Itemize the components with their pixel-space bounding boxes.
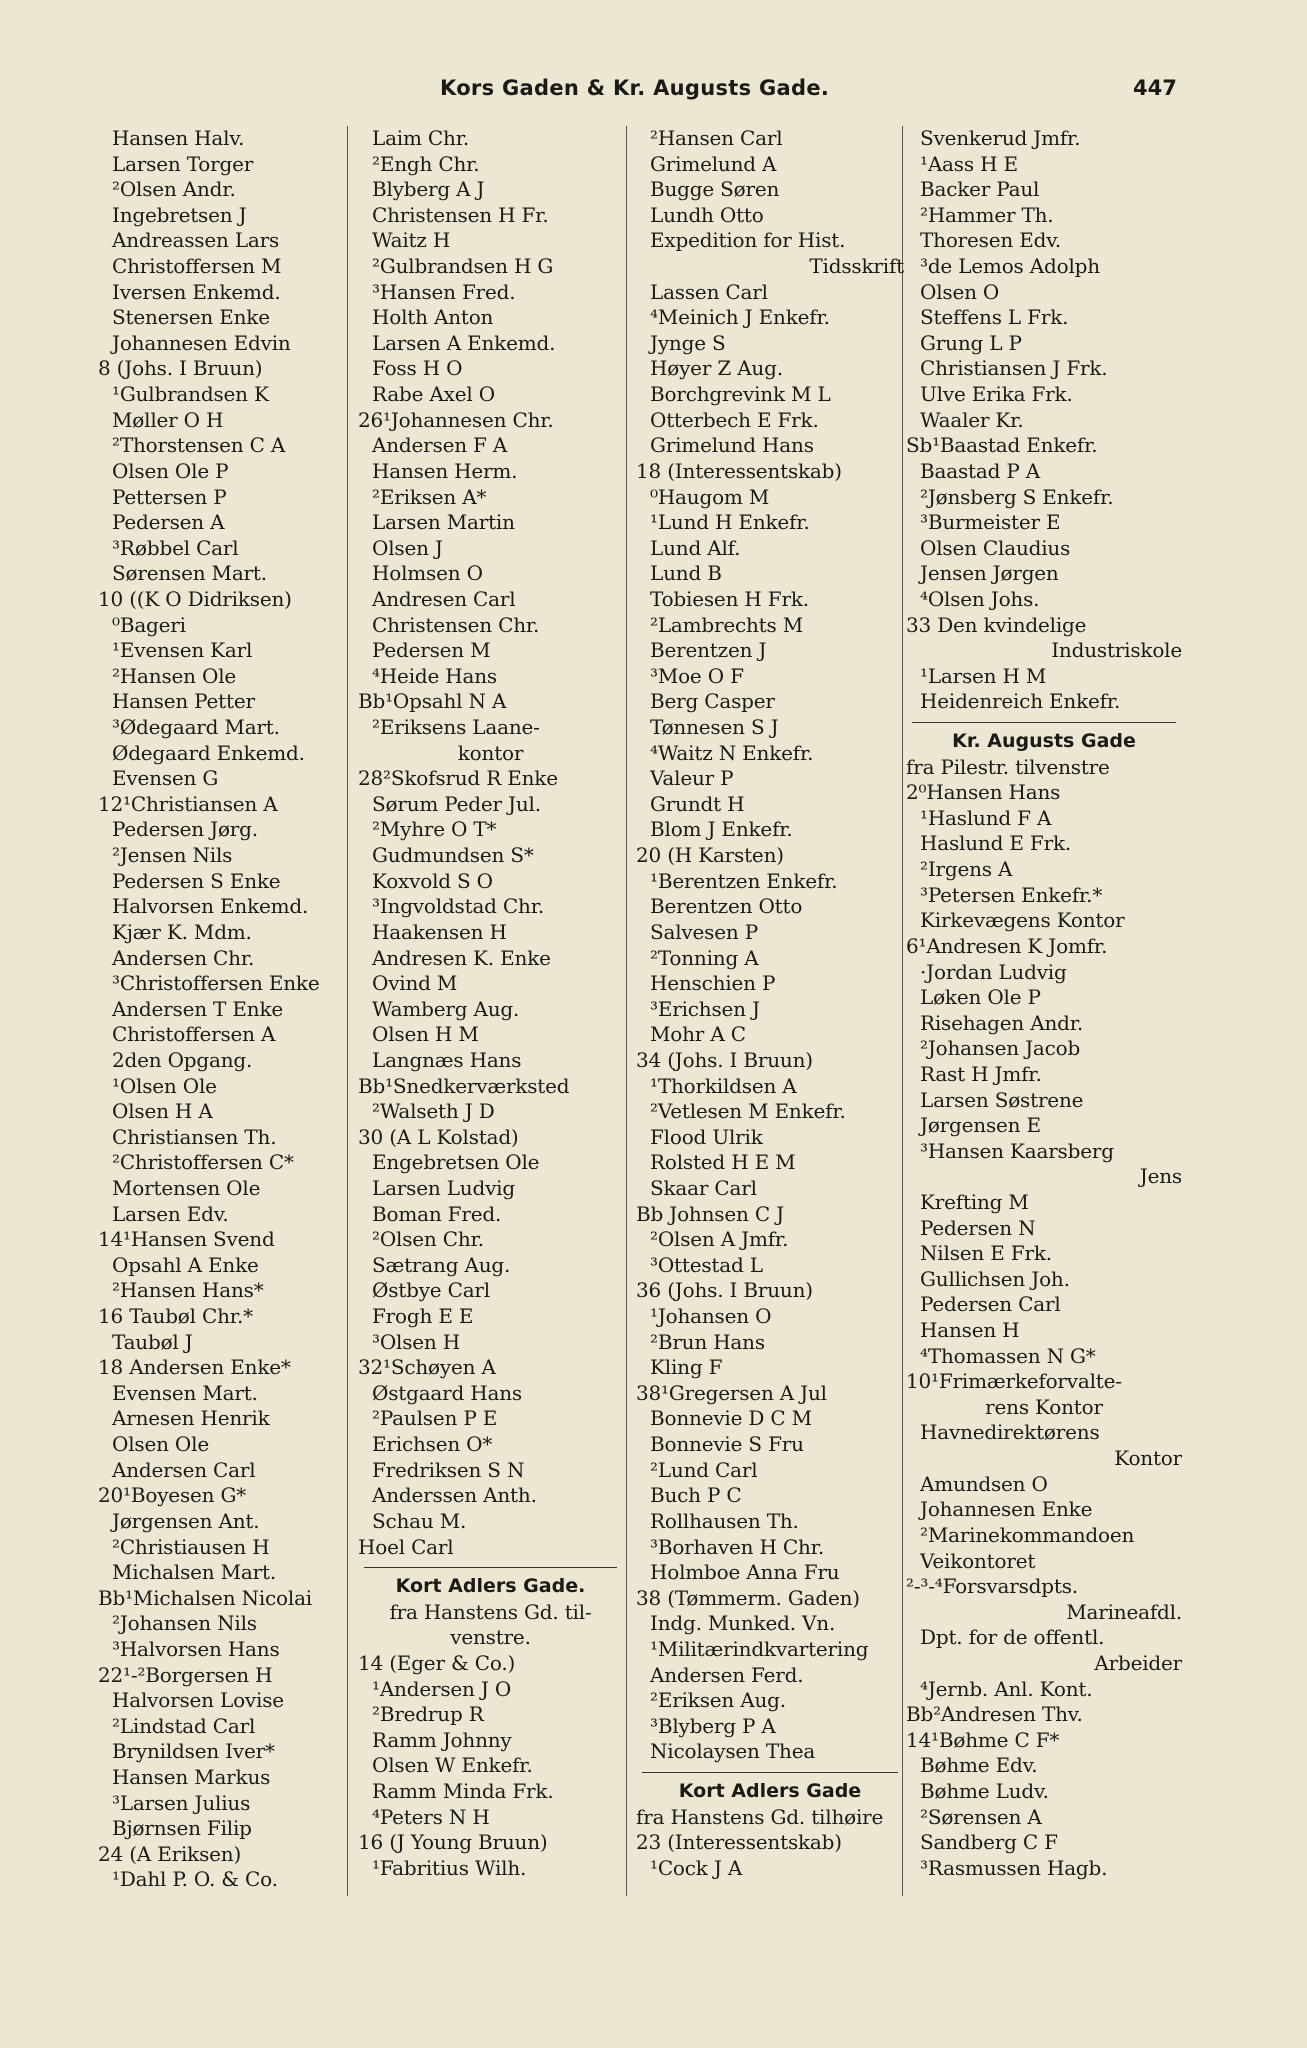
directory-entry: Gudmundsen S* bbox=[372, 843, 534, 868]
directory-entry: Frogh E E bbox=[372, 1304, 474, 1329]
directory-entry: Dpt. for de offentl. bbox=[920, 1625, 1105, 1650]
directory-entry: Thoresen Edv. bbox=[920, 228, 1062, 253]
directory-entry: Marineafdl. bbox=[1066, 1599, 1182, 1624]
directory-entry: Ovind M bbox=[372, 971, 458, 996]
directory-entry: ²Olsen Andr. bbox=[112, 177, 236, 202]
directory-entry: Halvorsen Lovise bbox=[112, 1688, 284, 1713]
directory-entry: Haslund E Frk. bbox=[920, 831, 1072, 856]
directory-entry: 14¹Bøhme C F* bbox=[906, 1727, 1060, 1752]
directory-entry: Kontor bbox=[1114, 1446, 1182, 1471]
directory-entry: Olsen H M bbox=[372, 1022, 479, 1047]
directory-entry: Boman Fred. bbox=[372, 1201, 502, 1226]
directory-entry: 8 (Johs. I Bruun) bbox=[98, 356, 263, 381]
directory-entry: Evensen G bbox=[112, 766, 219, 791]
directory-entry: Bøhme Edv. bbox=[920, 1753, 1038, 1778]
directory-entry: Christiansen Th. bbox=[112, 1124, 277, 1149]
directory-column-1 bbox=[98, 126, 344, 1906]
directory-entry: Andersen F A bbox=[372, 433, 508, 458]
directory-entry: Larsen A Enkemd. bbox=[372, 330, 556, 355]
directory-entry: Iversen Enkemd. bbox=[112, 279, 281, 304]
directory-entry: fra Hanstens Gd. tilhøire bbox=[636, 1804, 884, 1829]
directory-column-3 bbox=[636, 126, 904, 1906]
directory-entry: 30 (A L Kolstad) bbox=[358, 1124, 519, 1149]
directory-entry: ²Olsen Chr. bbox=[372, 1227, 484, 1252]
directory-entry: ²Paulsen P E bbox=[372, 1406, 498, 1431]
directory-column-2 bbox=[358, 126, 623, 1906]
directory-entry: Grimelund Hans bbox=[650, 433, 814, 458]
directory-entry: 20¹Boyesen G* bbox=[98, 1483, 247, 1508]
directory-entry: Pedersen S Enke bbox=[112, 868, 281, 893]
page-number: 447 bbox=[1133, 76, 1177, 100]
directory-entry: ²Bredrup R bbox=[372, 1702, 484, 1727]
directory-entry: Waaler Kr. bbox=[920, 407, 1024, 432]
directory-entry: Jynge S bbox=[650, 330, 726, 355]
directory-entry: Risehagen Andr. bbox=[920, 1010, 1084, 1035]
section-divider bbox=[358, 1560, 623, 1574]
directory-entry: Indg. Munked. Vn. bbox=[650, 1611, 836, 1636]
directory-entry: Pedersen M bbox=[372, 638, 491, 663]
directory-entry: Jensen Jørgen bbox=[920, 561, 1059, 586]
directory-entry: Grundt H bbox=[650, 791, 745, 816]
directory-entry: ²Thorstensen C A bbox=[112, 433, 286, 458]
directory-entry: Ramm Minda Frk. bbox=[372, 1779, 554, 1803]
directory-entry: ²Jønsberg S Enkefr. bbox=[920, 484, 1114, 509]
directory-entry: Jørgensen Ant. bbox=[112, 1508, 260, 1533]
directory-entry: Christensen H Fr. bbox=[372, 202, 549, 227]
directory-entry: Foss H O bbox=[372, 356, 463, 381]
directory-entry: ³Ingvoldstad Chr. bbox=[372, 894, 545, 919]
directory-entry: ²Engh Chr. bbox=[372, 151, 480, 176]
directory-entry: ¹Johansen O bbox=[650, 1304, 772, 1329]
directory-entry: Andresen Carl bbox=[372, 586, 516, 611]
directory-entry: ¹Militærindkvartering bbox=[650, 1636, 869, 1661]
directory-entry: ²Marinekommandoen bbox=[920, 1522, 1135, 1547]
directory-entry: Nicolaysen Thea bbox=[650, 1739, 816, 1764]
directory-entry: ²Walseth J D bbox=[372, 1099, 495, 1124]
directory-entry: Backer Paul bbox=[920, 177, 1040, 202]
directory-entry: Rabe Axel O bbox=[372, 382, 495, 407]
directory-entry: Borchgrevink M L bbox=[650, 382, 831, 407]
directory-entry: Larsen Ludvig bbox=[372, 1175, 515, 1200]
directory-entry: Nilsen E Frk. bbox=[920, 1241, 1052, 1266]
directory-entry: ²Johansen Jacob bbox=[920, 1036, 1081, 1061]
directory-entry: Jens bbox=[1139, 1164, 1182, 1189]
directory-entry: Arnesen Henrik bbox=[112, 1406, 270, 1431]
directory-entry: Tidsskrift bbox=[809, 254, 904, 279]
directory-entry: ⁴Olsen Johs. bbox=[920, 586, 1040, 611]
street-heading: Kort Adlers Gade. bbox=[395, 1575, 586, 1598]
column-rule bbox=[626, 126, 627, 1896]
directory-entry: ²Hansen Ole bbox=[112, 663, 237, 688]
directory-entry: rens Kontor bbox=[985, 1394, 1103, 1419]
directory-entry: Kling F bbox=[650, 1355, 723, 1380]
directory-entry: Hoel Carl bbox=[358, 1534, 454, 1559]
directory-entry: ²Tonning A bbox=[650, 945, 759, 970]
directory-entry: ²Christoffersen C* bbox=[112, 1150, 294, 1175]
directory-entry: Johannesen Edvin bbox=[112, 330, 291, 355]
directory-entry: ¹Andersen J O bbox=[372, 1676, 512, 1701]
directory-entry: Larsen Edv. bbox=[112, 1201, 229, 1226]
page-title: Kors Gaden & Kr. Augusts Gade. bbox=[440, 76, 830, 100]
directory-entry: 18 (Interessentskab) bbox=[636, 458, 842, 483]
directory-entry: 10 ((K O Didriksen) bbox=[98, 586, 292, 611]
directory-entry: Erichsen O* bbox=[372, 1432, 493, 1457]
directory-entry: Lund B bbox=[650, 561, 722, 586]
directory-entry: fra Hanstens Gd. til- bbox=[389, 1599, 592, 1624]
directory-entry: 38 (Tømmerm. Gaden) bbox=[636, 1585, 860, 1610]
street-heading: Kort Adlers Gade bbox=[678, 1780, 862, 1802]
directory-entry: Havnedirektørens bbox=[920, 1420, 1100, 1445]
directory-entry: Rollhausen Th. bbox=[650, 1508, 799, 1533]
directory-entry: ³Petersen Enkefr.* bbox=[920, 882, 1103, 907]
directory-entry: Tønnesen S J bbox=[650, 715, 779, 740]
directory-entry: 2⁰Hansen Hans bbox=[906, 780, 1061, 805]
directory-entry: 22¹-²Borgersen H bbox=[98, 1662, 273, 1687]
section-divider bbox=[636, 1765, 904, 1779]
directory-entry: Bjørnsen Filip bbox=[112, 1816, 252, 1841]
directory-entry: ⁰Bageri bbox=[112, 612, 186, 637]
directory-entry: Salvesen P bbox=[650, 919, 758, 944]
directory-entry: Løken Ole P bbox=[920, 985, 1041, 1010]
directory-entry: Holmsen O bbox=[372, 561, 483, 586]
directory-entry: 26¹Johannesen Chr. bbox=[358, 407, 554, 432]
directory-entry: Olsen J bbox=[372, 535, 443, 560]
directory-entry: Svenkerud Jmfr. bbox=[920, 126, 1081, 150]
directory-entry: Hansen Halv. bbox=[112, 126, 245, 150]
directory-entry: ³Ottestad L bbox=[650, 1252, 763, 1277]
directory-entry: Gullichsen Joh. bbox=[920, 1266, 1070, 1291]
directory-entry: ⁴Heide Hans bbox=[372, 663, 497, 688]
directory-entry: 2den Opgang. bbox=[112, 1047, 253, 1072]
directory-entry: ²Eriksen A* bbox=[372, 484, 487, 509]
directory-entry: ²Hansen Carl bbox=[650, 126, 783, 150]
directory-entry: venstre. bbox=[450, 1625, 531, 1650]
directory-entry: 23 (Interessentskab) bbox=[636, 1830, 842, 1855]
directory-entry: Bøhme Ludv. bbox=[920, 1779, 1049, 1803]
directory-entry: ⁴Jernb. Anl. Kont. bbox=[920, 1676, 1093, 1701]
directory-entry: Blom J Enkefr. bbox=[650, 817, 793, 842]
directory-entry: Sandberg C F bbox=[920, 1830, 1058, 1855]
directory-entry: Steffens L Frk. bbox=[920, 305, 1069, 330]
directory-entry: Andersen T Enke bbox=[112, 996, 283, 1021]
directory-entry: Rolsted H E M bbox=[650, 1150, 796, 1175]
directory-entry: Brynildsen Iver* bbox=[112, 1739, 275, 1764]
directory-entry: 6¹Andresen K Jomfr. bbox=[906, 933, 1108, 958]
directory-entry: ³de Lemos Adolph bbox=[920, 254, 1100, 279]
directory-entry: ²Gulbrandsen H G bbox=[372, 254, 554, 279]
directory-entry: ¹Gulbrandsen K bbox=[112, 382, 269, 407]
directory-entry: Heidenreich Enkefr. bbox=[920, 689, 1121, 714]
directory-entry: Blyberg A J bbox=[372, 177, 485, 202]
directory-entry: Larsen Martin bbox=[372, 510, 515, 535]
directory-entry: Hansen Markus bbox=[112, 1765, 271, 1789]
directory-entry: Pedersen A bbox=[112, 510, 225, 535]
directory-entry: ¹Lund H Enkefr. bbox=[650, 510, 810, 535]
directory-entry: Christiansen J Frk. bbox=[920, 356, 1108, 381]
directory-entry: ³Halvorsen Hans bbox=[112, 1636, 280, 1661]
directory-entry: Valeur P bbox=[650, 766, 734, 791]
directory-entry: 14¹Hansen Svend bbox=[98, 1227, 275, 1252]
directory-entry: 33 Den kvindelige bbox=[906, 612, 1087, 637]
directory-entry: Amundsen O bbox=[920, 1471, 1048, 1496]
directory-entry: ²Christiausen H bbox=[112, 1534, 270, 1559]
directory-entry: ²Irgens A bbox=[920, 857, 1013, 882]
directory-entry: Høyer Z Aug. bbox=[650, 356, 783, 381]
directory-entry: Hansen H bbox=[920, 1318, 1020, 1343]
directory-entry: 14 (Eger & Co.) bbox=[358, 1650, 516, 1675]
directory-entry: Østgaard Hans bbox=[372, 1380, 522, 1405]
directory-entry: Berentzen Otto bbox=[650, 894, 803, 919]
directory-entry: Larsen Torger bbox=[112, 151, 254, 176]
directory-entry: Olsen Claudius bbox=[920, 535, 1071, 560]
directory-entry: Pedersen Carl bbox=[920, 1292, 1061, 1317]
directory-entry: Grimelund A bbox=[650, 151, 777, 176]
directory-entry: ³Olsen H bbox=[372, 1329, 460, 1354]
directory-entry: ²-³-⁴Forsvarsdpts. bbox=[906, 1574, 1078, 1599]
directory-entry: 24 (A Eriksen) bbox=[98, 1841, 242, 1866]
directory-entry: Olsen W Enkefr. bbox=[372, 1753, 533, 1778]
directory-entry: ³Erichsen J bbox=[650, 996, 760, 1021]
directory-entry: Buch P C bbox=[650, 1483, 742, 1508]
directory-entry: ³Burmeister E bbox=[920, 510, 1061, 535]
directory-entry: kontor bbox=[457, 740, 524, 765]
directory-entry: Bb Johnsen C J bbox=[636, 1201, 784, 1226]
directory-entry: ²Brun Hans bbox=[650, 1329, 765, 1354]
directory-entry: Pettersen P bbox=[112, 484, 227, 509]
directory-entry: ²Eriksen Aug. bbox=[650, 1688, 786, 1713]
directory-entry: Tobiesen H Frk. bbox=[650, 586, 809, 611]
directory-entry: fra Pilestr. tilvenstre bbox=[906, 754, 1110, 779]
directory-entry: ⁴Peters N H bbox=[372, 1804, 490, 1829]
directory-entry: Andersen Chr. bbox=[112, 945, 255, 970]
directory-entry: Evensen Mart. bbox=[112, 1380, 258, 1405]
directory-entry: Opsahl A Enke bbox=[112, 1252, 259, 1277]
directory-entry: ³Borhaven H Chr. bbox=[650, 1534, 824, 1559]
directory-entry: Bonnevie S Fru bbox=[650, 1432, 804, 1457]
directory-entry: ³Røbbel Carl bbox=[112, 535, 239, 560]
directory-entry: Sb¹Baastad Enkefr. bbox=[906, 433, 1098, 458]
directory-entry: Berentzen J bbox=[650, 638, 767, 663]
directory-entry: Wamberg Aug. bbox=[372, 996, 520, 1021]
directory-entry: 12¹Christiansen A bbox=[98, 791, 278, 816]
directory-entry: Bb¹Snedkerværksted bbox=[358, 1073, 570, 1098]
directory-entry: Sætrang Aug. bbox=[372, 1252, 511, 1277]
directory-entry: Mortensen Ole bbox=[112, 1175, 261, 1200]
directory-entry: Andersen Carl bbox=[112, 1457, 256, 1482]
directory-entry: ³Hansen Fred. bbox=[372, 279, 516, 304]
directory-entry: Arbeider bbox=[1094, 1650, 1182, 1675]
directory-entry: Schau M. bbox=[372, 1508, 467, 1533]
directory-entry: Pedersen Jørg. bbox=[112, 817, 258, 842]
directory-entry: Fredriksen S N bbox=[372, 1457, 525, 1482]
directory-entry: ³Ødegaard Mart. bbox=[112, 715, 280, 740]
directory-entry: Christensen Chr. bbox=[372, 612, 540, 637]
directory-entry: 34 (Johs. I Bruun) bbox=[636, 1047, 813, 1072]
directory-entry: Lundh Otto bbox=[650, 202, 764, 227]
directory-entry: ¹Evensen Karl bbox=[112, 638, 253, 663]
directory-entry: ¹Aass H E bbox=[920, 151, 1018, 176]
directory-entry: ³Christoffersen Enke bbox=[112, 971, 320, 996]
directory-entry: Haakensen H bbox=[372, 919, 507, 944]
directory-entry: Krefting M bbox=[920, 1189, 1029, 1214]
directory-entry: Kjær K. Mdm. bbox=[112, 919, 252, 944]
directory-entry: Olsen H A bbox=[112, 1099, 213, 1124]
directory-entry: Rast H Jmfr. bbox=[920, 1061, 1042, 1086]
directory-entry: Stenersen Enke bbox=[112, 305, 270, 330]
directory-entry: Koxvold S O bbox=[372, 868, 493, 893]
directory-entry: 28²Skofsrud R Enke bbox=[358, 766, 558, 791]
street-heading: Kr. Augusts Gade bbox=[952, 730, 1136, 753]
directory-entry: Christoffersen A bbox=[112, 1022, 276, 1047]
directory-entry: ⁰Haugom M bbox=[650, 484, 770, 509]
directory-entry: Hansen Petter bbox=[112, 689, 255, 714]
directory-entry: Olsen O bbox=[920, 279, 1000, 304]
directory-entry: ¹Larsen H M bbox=[920, 663, 1047, 688]
directory-entry: Sørensen Mart. bbox=[112, 561, 267, 586]
directory-entry: ²Johansen Nils bbox=[112, 1611, 257, 1636]
directory-entry: Veikontoret bbox=[920, 1548, 1036, 1573]
directory-entry: Baastad P A bbox=[920, 458, 1040, 483]
directory-entry: Bonnevie D C M bbox=[650, 1406, 812, 1431]
directory-entry: 20 (H Karsten) bbox=[636, 843, 784, 868]
directory-entry: ²Lindstad Carl bbox=[112, 1713, 256, 1738]
directory-entry: ³Moe O F bbox=[650, 663, 744, 688]
directory-entry: ¹Thorkildsen A bbox=[650, 1073, 797, 1098]
directory-entry: Johannesen Enke bbox=[920, 1497, 1093, 1522]
directory-column-4 bbox=[906, 126, 1182, 1906]
directory-entry: Industriskole bbox=[1051, 638, 1182, 663]
directory-entry: ¹Cock J A bbox=[650, 1855, 743, 1880]
directory-entry: ²Hammer Th. bbox=[920, 202, 1054, 227]
directory-entry: 36 (Johs. I Bruun) bbox=[636, 1278, 813, 1303]
directory-entry: ³Hansen Kaarsberg bbox=[920, 1138, 1114, 1163]
directory-entry: Pedersen N bbox=[920, 1215, 1036, 1240]
page-header bbox=[0, 76, 1307, 110]
directory-entry: ²Olsen A Jmfr. bbox=[650, 1227, 789, 1252]
directory-entry: Expedition for Hist. bbox=[650, 228, 846, 253]
directory-entry: ³Larsen Julius bbox=[112, 1790, 251, 1815]
directory-entry: 16 Taubøl Chr.* bbox=[98, 1304, 253, 1329]
directory-entry: Østbye Carl bbox=[372, 1278, 490, 1303]
directory-entry: Grung L P bbox=[920, 330, 1022, 355]
directory-entry: ²Jensen Nils bbox=[112, 843, 233, 868]
directory-entry: Holth Anton bbox=[372, 305, 494, 330]
directory-entry: ²Sørensen A bbox=[920, 1804, 1042, 1829]
directory-entry: Langnæs Hans bbox=[372, 1047, 522, 1072]
directory-entry: ¹Berentzen Enkefr. bbox=[650, 868, 838, 893]
directory-entry: ⁴Thomassen N G* bbox=[920, 1343, 1096, 1368]
directory-entry: Olsen Ole P bbox=[112, 458, 229, 483]
directory-entry: Lassen Carl bbox=[650, 279, 768, 304]
directory-entry: ¹Fabritius Wilh. bbox=[372, 1855, 527, 1880]
directory-entry: Engebretsen Ole bbox=[372, 1150, 540, 1175]
directory-entry: ³Blyberg P A bbox=[650, 1713, 776, 1738]
directory-entry: Flood Ulrik bbox=[650, 1124, 763, 1149]
directory-entry: Laim Chr. bbox=[372, 126, 470, 150]
directory-entry: ²Lambrechts M bbox=[650, 612, 804, 637]
directory-entry: ¹Dahl P. O. & Co. bbox=[112, 1867, 278, 1892]
directory-entry: Bb¹Michalsen Nicolai bbox=[98, 1585, 312, 1610]
section-divider bbox=[906, 715, 1182, 729]
directory-entry: Otterbech E Frk. bbox=[650, 407, 819, 432]
directory-entry: Holmboe Anna Fru bbox=[650, 1560, 840, 1585]
directory-entry: Ødegaard Enkemd. bbox=[112, 740, 305, 765]
directory-entry: Michalsen Mart. bbox=[112, 1560, 276, 1585]
directory-entry: 10¹Frimærkeforvalte- bbox=[906, 1369, 1122, 1394]
directory-entry: ²Eriksens Laane- bbox=[372, 715, 540, 740]
directory-entry: Waitz H bbox=[372, 228, 451, 253]
directory-entry: ¹Haslund F A bbox=[920, 805, 1052, 830]
directory-entry: Lund Alf. bbox=[650, 535, 741, 560]
directory-entry: Bb¹Opsahl N A bbox=[358, 689, 507, 714]
directory-entry: ·Jordan Ludvig bbox=[920, 959, 1067, 984]
directory-entry: Olsen Ole bbox=[112, 1432, 209, 1457]
directory-entry: Møller O H bbox=[112, 407, 224, 432]
directory-entry: Mohr A C bbox=[650, 1022, 746, 1047]
directory-entry: Jørgensen E bbox=[920, 1113, 1041, 1138]
directory-entry: Henschien P bbox=[650, 971, 776, 996]
directory-entry: Berg Casper bbox=[650, 689, 775, 714]
directory-entry: 16 (J Young Bruun) bbox=[358, 1830, 548, 1855]
directory-entry: Andreassen Lars bbox=[112, 228, 280, 253]
directory-entry: ⁴Meinich J Enkefr. bbox=[650, 305, 830, 330]
directory-entry: ²Hansen Hans* bbox=[112, 1278, 264, 1303]
directory-entry: ⁴Waitz N Enkefr. bbox=[650, 740, 814, 765]
directory-entry: Bb²Andresen Thv. bbox=[906, 1702, 1083, 1727]
directory-entry: Halvorsen Enkemd. bbox=[112, 894, 309, 919]
directory-entry: Ramm Johnny bbox=[372, 1727, 512, 1752]
directory-entry: Taubøl J bbox=[112, 1329, 193, 1354]
directory-entry: ²Myhre O T* bbox=[372, 817, 497, 842]
directory-entry: Kirkevægens Kontor bbox=[920, 908, 1125, 933]
directory-entry: ¹Olsen Ole bbox=[112, 1073, 217, 1098]
directory-entry: Ulve Erika Frk. bbox=[920, 382, 1073, 407]
directory-entry: ²Vetlesen M Enkefr. bbox=[650, 1099, 846, 1124]
directory-entry: Anderssen Anth. bbox=[372, 1483, 537, 1508]
directory-entry: 18 Andersen Enke* bbox=[98, 1355, 291, 1380]
directory-entry: Larsen Søstrene bbox=[920, 1087, 1084, 1112]
directory-entry: Andresen K. Enke bbox=[372, 945, 551, 970]
directory-entry: ³Rasmussen Hagb. bbox=[920, 1855, 1108, 1880]
directory-entry: Ingebretsen J bbox=[112, 202, 247, 227]
column-rule bbox=[347, 126, 348, 1896]
directory-entry: Skaar Carl bbox=[650, 1175, 757, 1200]
directory-entry: ²Lund Carl bbox=[650, 1457, 758, 1482]
directory-entry: Bugge Søren bbox=[650, 177, 780, 202]
directory-entry: Christoffersen M bbox=[112, 254, 282, 279]
directory-entry: 38¹Gregersen A Jul bbox=[636, 1380, 827, 1405]
directory-entry: Sørum Peder Jul. bbox=[372, 791, 541, 816]
directory-entry: 32¹Schøyen A bbox=[358, 1355, 496, 1380]
directory-entry: Andersen Ferd. bbox=[650, 1662, 804, 1687]
directory-entry: Hansen Herm. bbox=[372, 458, 518, 483]
